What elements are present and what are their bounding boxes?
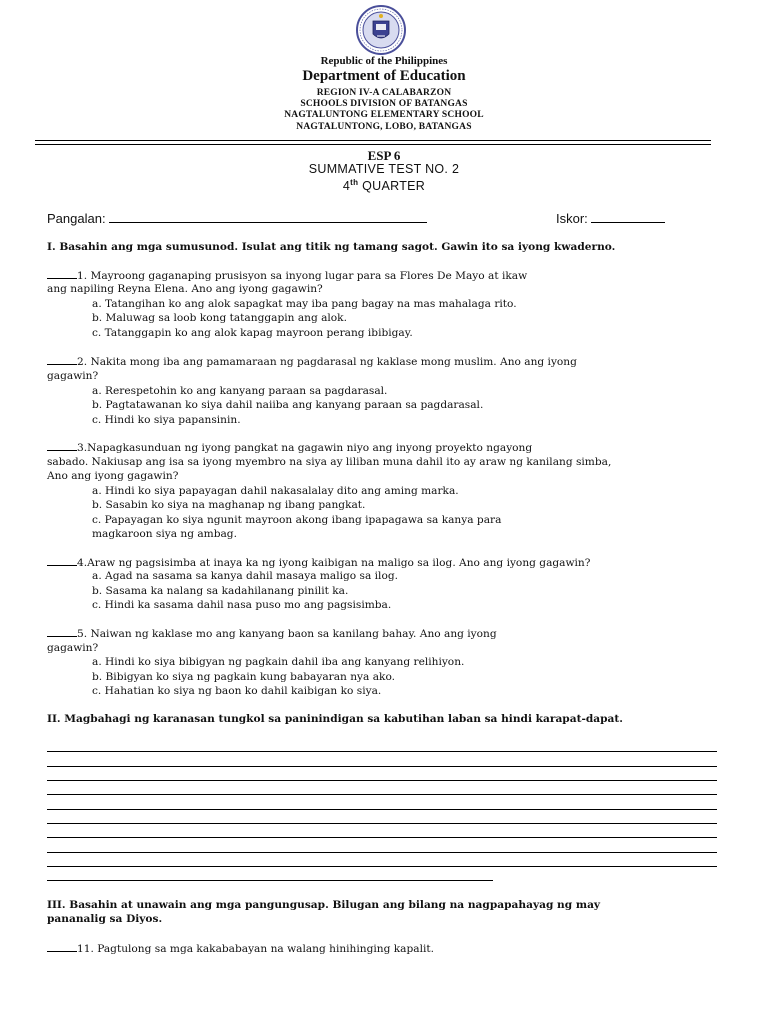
question-3: 3.Napagkasunduan ng iyong pangkat na gagawin niyo ang inyong proyekto ngayong bbox=[47, 440, 532, 455]
question-1-cont: ang napiling Reyna Elena. Ano ang iyong gagawin? bbox=[47, 283, 323, 295]
option: b. Maluwag sa loob kong tatanggapin ang alok. bbox=[92, 312, 347, 324]
option: b. Sasama ka nalang sa kadahilanang pinilit ka. bbox=[92, 585, 349, 597]
part1-instruction: I. Basahin ang mga sumusunod. Isulat ang titik ng tamang sagot. Gawin ito sa iyong kwaderno. bbox=[47, 241, 616, 253]
quarter-word: QUARTER bbox=[358, 179, 426, 194]
deped-seal-icon bbox=[351, 4, 411, 56]
question-3-cont: Ano ang iyong gagawin? bbox=[47, 470, 179, 482]
header-rule bbox=[35, 144, 711, 145]
option: a. Agad na sasama sa kanya dahil masaya maligo sa ilog. bbox=[92, 570, 398, 582]
writing-line[interactable] bbox=[47, 780, 717, 781]
writing-line[interactable] bbox=[47, 751, 717, 752]
header-division: SCHOOLS DIVISION OF BATANGAS bbox=[300, 99, 468, 109]
name-field[interactable] bbox=[47, 210, 427, 226]
answer-blank[interactable] bbox=[47, 354, 77, 365]
test-subject: ESP 6 bbox=[367, 148, 401, 163]
writing-line[interactable] bbox=[47, 880, 493, 881]
writing-line[interactable] bbox=[47, 837, 717, 838]
option-cont: magkaroon siya ng ambag. bbox=[92, 528, 237, 540]
quarter-number: 4 bbox=[342, 179, 351, 194]
score-label: Iskor: bbox=[556, 211, 588, 226]
answer-blank[interactable] bbox=[47, 941, 77, 952]
option: a. Tatangihan ko ang alok sapagkat may iba pang bagay na mas mahalaga rito. bbox=[92, 298, 517, 310]
question-1: 1. Mayroong gaganaping prusisyon sa inyong lugar para sa Flores De Mayo at ikaw bbox=[47, 268, 527, 283]
answer-blank[interactable] bbox=[47, 440, 77, 451]
question-3-cont: sabado. Nakiusap ang isa sa iyong myembro na siya ay liliban muna dahil ito ay araw ng kanilang simba, bbox=[47, 456, 612, 468]
option: b. Pagtatawanan ko siya dahil naiiba ang kanyang paraan sa pagdarasal. bbox=[92, 399, 484, 411]
writing-line[interactable] bbox=[47, 794, 717, 795]
writing-line[interactable] bbox=[47, 766, 717, 767]
score-blank[interactable] bbox=[591, 210, 665, 223]
question-2: 2. Nakita mong iba ang pamamaraan ng pagdarasal ng kaklase mong muslim. Ano ang iyong bbox=[47, 354, 577, 369]
option: c. Tatanggapin ko ang alok kapag mayroon perang ibibigay. bbox=[92, 327, 413, 339]
answer-blank[interactable] bbox=[47, 626, 77, 637]
test-quarter bbox=[0, 178, 768, 193]
header-region: REGION IV-A CALABARZON bbox=[316, 88, 452, 98]
header-address: NAGTALUNTONG, LOBO, BATANGAS bbox=[296, 122, 472, 132]
question-11: 11. Pagtulong sa mga kakababayan na walang hinihinging kapalit. bbox=[47, 941, 434, 956]
part3-instruction: III. Basahin at unawain ang mga pangungusap. Bilugan ang bilang na nagpapahayag ng may bbox=[47, 899, 601, 911]
option: c. Hindi ka sasama dahil nasa puso mo ang pagsisimba. bbox=[92, 599, 392, 611]
option: c. Hindi ko siya papansinin. bbox=[92, 414, 241, 426]
part3-instruction-cont: pananalig sa Diyos. bbox=[47, 913, 163, 925]
option: b. Bibigyan ko siya ng pagkain kung babayaran nya ako. bbox=[92, 671, 396, 683]
test-name: SUMMATIVE TEST NO. 2 bbox=[308, 162, 460, 176]
part2-instruction: II. Magbahagi ng karanasan tungkol sa paninindigan sa kabutihan laban sa hindi karapat-dapat. bbox=[47, 713, 623, 725]
header-republic: Republic of the Philippines bbox=[320, 55, 448, 67]
name-blank[interactable] bbox=[109, 210, 427, 223]
option: a. Hindi ko siya papayagan dahil nakasalalay dito ang aming marka. bbox=[92, 485, 459, 497]
writing-line[interactable] bbox=[47, 823, 717, 824]
header-school: NAGTALUNTONG ELEMENTARY SCHOOL bbox=[284, 110, 484, 120]
option: c. Papayagan ko siya ngunit mayroon akong ibang ipapagawa sa kanya para bbox=[92, 514, 502, 526]
option: a. Rerespetohin ko ang kanyang paraan sa pagdarasal. bbox=[92, 385, 388, 397]
answer-blank[interactable] bbox=[47, 555, 77, 566]
quarter-suffix: th bbox=[350, 178, 359, 187]
writing-line[interactable] bbox=[47, 809, 717, 810]
question-5-cont: gagawin? bbox=[47, 642, 99, 654]
question-5: 5. Naiwan ng kaklase mo ang kanyang baon sa kanilang bahay. Ano ang iyong bbox=[47, 626, 497, 641]
question-2-cont: gagawin? bbox=[47, 370, 99, 382]
writing-line[interactable] bbox=[47, 866, 717, 867]
writing-line[interactable] bbox=[47, 852, 717, 853]
question-4: 4.Araw ng pagsisimba at inaya ka ng iyong kaibigan na maligo sa ilog. Ano ang iyong gagawin? bbox=[47, 555, 590, 570]
answer-blank[interactable] bbox=[47, 268, 77, 279]
option: a. Hindi ko siya bibigyan ng pagkain dahil iba ang kanyang relihiyon. bbox=[92, 656, 465, 668]
option: c. Hahatian ko siya ng baon ko dahil kaibigan ko siya. bbox=[92, 685, 382, 697]
score-field[interactable] bbox=[556, 210, 665, 226]
header-rule bbox=[35, 140, 711, 141]
name-label: Pangalan: bbox=[47, 211, 106, 226]
option: b. Sasabin ko siya na maghanap ng ibang pangkat. bbox=[92, 499, 366, 511]
header-department: Department of Education bbox=[302, 68, 466, 84]
